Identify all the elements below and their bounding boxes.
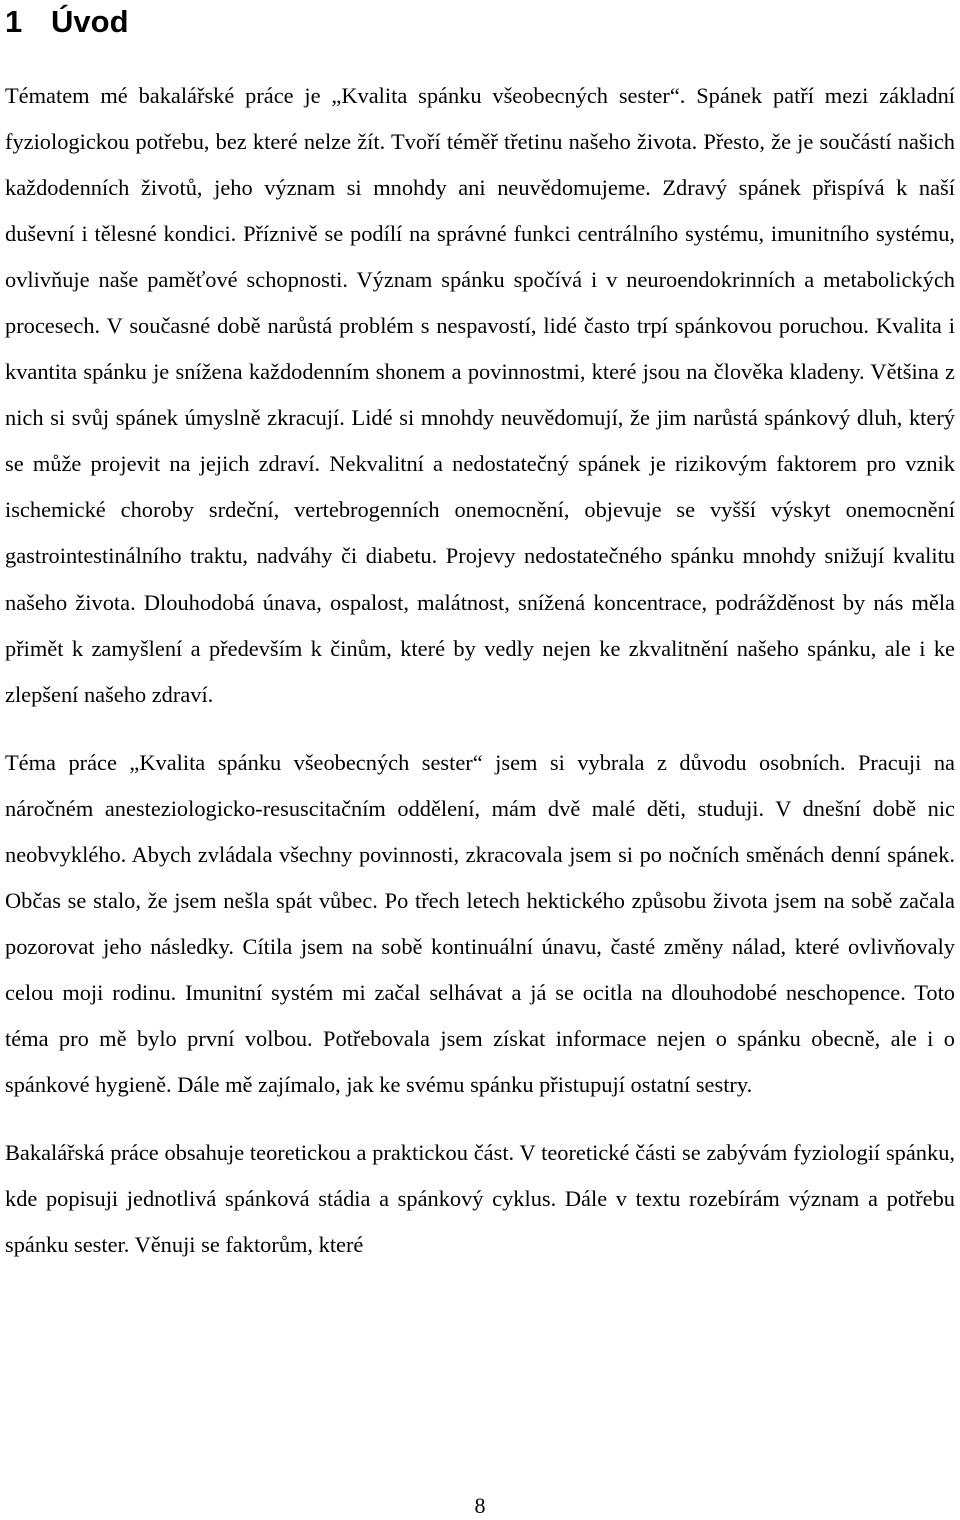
chapter-heading (5, 2, 129, 42)
paragraph-structure: Bakalářská práce obsahuje teoretickou a praktickou část. V teoretické části se zabývám fyziologií spánku, kde popisuji jednotlivá spánková stádia a spánkový cyklus. Dále v textu rozebírám význam a potřebu spánku sester. Věnuji se faktorům, které (5, 1140, 955, 1258)
page-number: 8 (474, 1493, 486, 1518)
paragraph-intro: Tématem mé bakalářské práce je „Kvalita spánku všeobecných sester“. Spánek patří mezi základní fyziologickou potřebu, bez které nelze žít. Tvoří téměř třetinu našeho života. Přesto, že je součástí našich každodenních životů, jeho význam si mnohdy ani neuvědomujeme. Zdravý spánek přispívá k naší duševní i tělesné kondici. Příznivě se podílí na správné funkci centrálního systému, imunitního systému, ovlivňuje naše paměťové schopnosti. Význam spánku spočívá i v neuroendokrinních a metabolických procesech. V současné době narůstá problém s nespavostí, lidé často trpí spánkovou poruchou. Kvalita i kvantita spánku je snížena každodenním shonem a povinnostmi, které jsou na člověka kladeny. Většina z nich si svůj spánek úmyslně zkracují. Lidé si mnohdy neuvědomují, že jim narůstá spánkový dluh, který se může projevit na jejich zdraví. Nekvalitní a nedostatečný spánek je rizikovým faktorem pro vznik ischemické choroby srdeční, vertebrogenních onemocnění, objevuje se vyšší výskyt onemocnění gastrointestinálního traktu, nadváhy či diabetu. Projevy nedostatečného spánku mnohdy snižují kvalitu našeho života. Dlouhodobá únava, ospalost, malátnost, snížená koncentrace, podrážděnost by nás měla přimět k zamyšlení a především k činům, které by vedly nejen ke zkvalitnění našeho spánku, ale i ke zlepšení našeho zdraví. (5, 83, 955, 707)
paragraph-motivation: Téma práce „Kvalita spánku všeobecných sester“ jsem si vybrala z důvodu osobních. Pracuji na náročném anesteziologicko-resuscitačním oddělení, mám dvě malé děti, studuji. V dnešní době nic neobvyklého. Abych zvládala všechny povinnosti, zkracovala jsem si po nočních směnách denní spánek. Občas se stalo, že jsem nešla spát vůbec. Po třech letech hektického způsobu života jsem na sobě začala pozorovat jeho následky. Cítila jsem na sobě kontinuální únavu, časté změny nálad, které ovlivňovaly celou moji rodinu. Imunitní systém mi začal selhávat a já se ocitla na dlouhodobé neschopence. Toto téma pro mě bylo první volbou. Potřebovala jsem získat informace nejen o spánku obecně, ale i o spánkové hygieně. Dále mě zajímalo, jak ke svému spánku přistupují ostatní sestry. (5, 749, 955, 1097)
chapter-number: 1 (5, 4, 23, 39)
chapter-title: Úvod (51, 4, 129, 39)
body-text (5, 73, 955, 1290)
